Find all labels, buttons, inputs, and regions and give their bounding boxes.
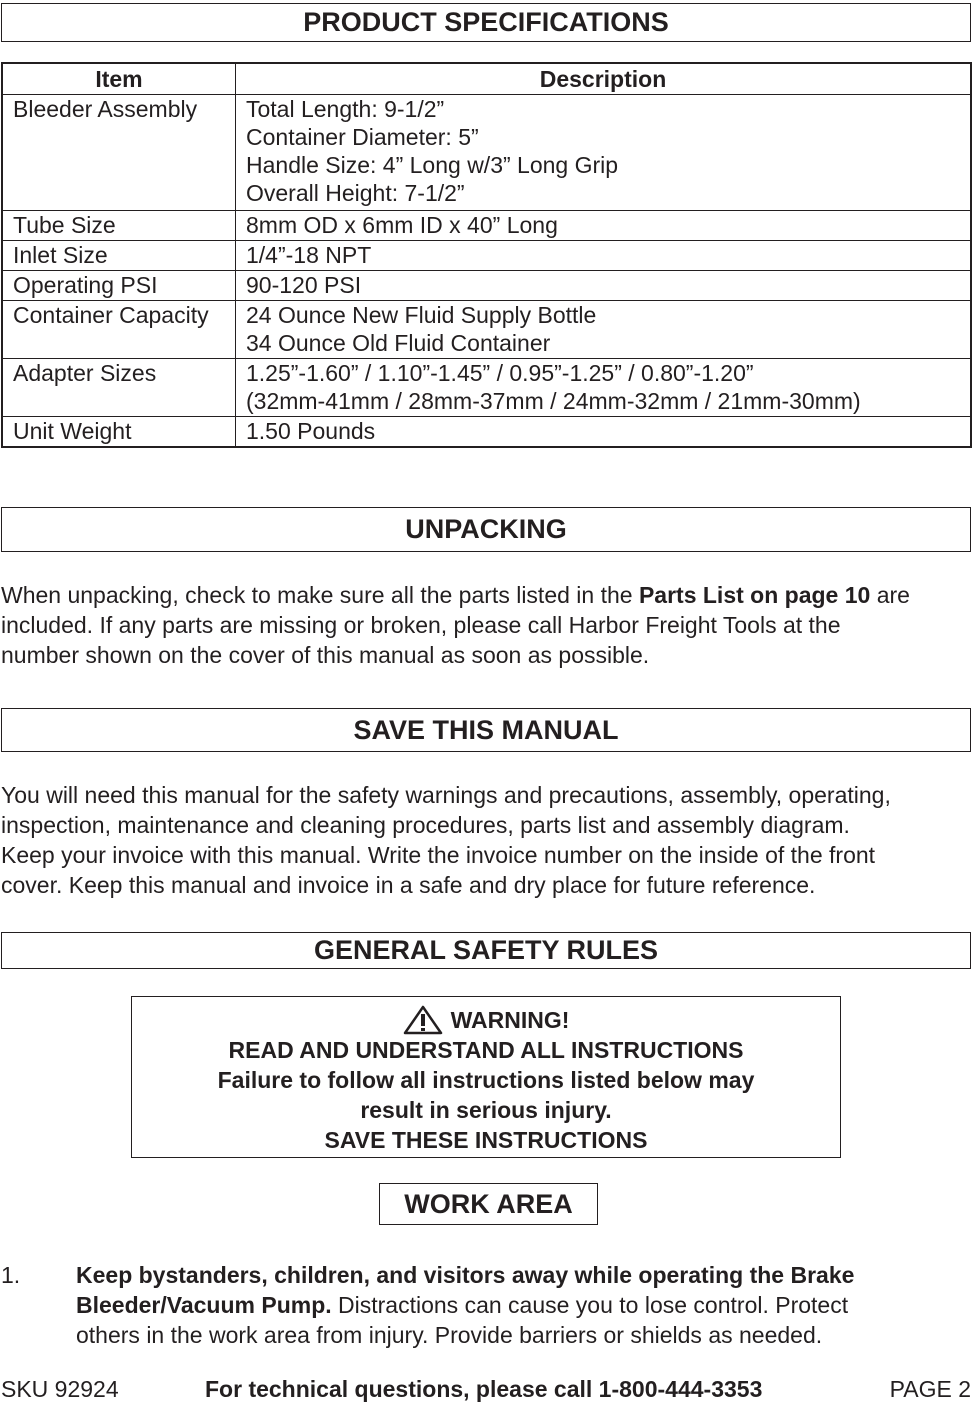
description-line: 24 Ounce New Fluid Supply Bottle <box>246 302 597 328</box>
sku-number: SKU 92924 <box>1 1376 119 1402</box>
warning-line: Failure to follow all instructions listed below may <box>217 1067 755 1093</box>
specifications-table <box>1 62 972 448</box>
unpacking-paragraph <box>1 580 975 670</box>
paragraph-line: Keep your invoice with this manual. Write the invoice number on the inside of the front <box>1 842 876 868</box>
description-line: 34 Ounce Old Fluid Container <box>246 330 551 356</box>
table-row <box>2 417 971 447</box>
table-cell-item: Inlet Size <box>2 241 236 271</box>
warning-title: WARNING! <box>450 1007 570 1033</box>
table-cell-item: Adapter Sizes <box>2 359 236 417</box>
warning-line: SAVE THESE INSTRUCTIONS <box>324 1127 648 1153</box>
text-run: are <box>870 582 910 608</box>
table-header-row <box>2 63 971 95</box>
paragraph-line <box>1 580 975 610</box>
table-cell-item: Operating PSI <box>2 271 236 301</box>
page-number: PAGE 2 <box>889 1376 971 1402</box>
column-header-description: Description <box>236 63 972 95</box>
general-safety-rules-heading <box>1 932 971 969</box>
table-row <box>2 271 971 301</box>
save-manual-heading <box>1 708 971 752</box>
description-line: (32mm-41mm / 28mm-37mm / 24mm-32mm / 21mm-30mm) <box>246 388 861 414</box>
bold-text: Keep bystanders, children, and visitors away while operating the Brake <box>76 1262 855 1288</box>
paragraph-line: number shown on the cover of this manual as soon as possible. <box>1 642 650 668</box>
description-line: Handle Size: 4” Long w/3” Long Grip <box>246 152 619 178</box>
table-cell-item: Bleeder Assembly <box>2 95 236 211</box>
description-line: 1.25”-1.60” / 1.10”-1.45” / 0.95”-1.25” / 0.80”-1.20” <box>246 360 754 386</box>
product-specifications-heading <box>1 3 971 42</box>
paragraph-line: others in the work area from injury. Provide barriers or shields as needed. <box>76 1322 823 1348</box>
table-cell-description <box>236 271 972 301</box>
technical-questions-note: For technical questions, please call 1-800-444-3353 <box>205 1376 763 1402</box>
text-run: Distractions can cause you to lose control. Protect <box>331 1292 849 1318</box>
description-line: 1/4”-18 NPT <box>246 242 372 268</box>
save-manual-paragraph <box>1 780 975 900</box>
list-item-body <box>76 1260 854 1350</box>
table-row <box>2 95 971 211</box>
warning-box <box>131 996 841 1158</box>
warning-title-row <box>132 1005 840 1035</box>
warning-triangle-icon <box>403 1005 443 1035</box>
table-row <box>2 211 971 241</box>
save-manual-title: SAVE THIS MANUAL <box>353 714 619 745</box>
unpacking-heading <box>1 507 971 552</box>
description-line: 1.50 Pounds <box>246 418 376 444</box>
table-cell-item: Unit Weight <box>2 417 236 447</box>
description-line: 8mm OD x 6mm ID x 40” Long <box>246 212 558 238</box>
table-cell-description <box>236 95 972 211</box>
parts-list-reference: Parts List on page 10 <box>638 582 871 608</box>
table-row <box>2 359 971 417</box>
table-cell-item: Tube Size <box>2 211 236 241</box>
table-cell-description <box>236 417 972 447</box>
paragraph-line: inspection, maintenance and cleaning procedures, parts list and assembly diagram. <box>1 812 850 838</box>
work-area-title: WORK AREA <box>404 1188 573 1219</box>
product-specifications-title: PRODUCT SPECIFICATIONS <box>303 7 669 37</box>
description-line: Container Diameter: 5” <box>246 124 479 150</box>
paragraph-line: included. If any parts are missing or broken, please call Harbor Freight Tools at the <box>1 612 841 638</box>
bold-text: Bleeder/Vacuum Pump. <box>76 1292 332 1318</box>
paragraph-line: cover. Keep this manual and invoice in a safe and dry place for future reference. <box>1 872 816 898</box>
warning-line: READ AND UNDERSTAND ALL INSTRUCTIONS <box>228 1037 744 1063</box>
page-footer <box>0 1374 975 1406</box>
table-row <box>2 301 971 359</box>
paragraph-line <box>76 1290 854 1320</box>
description-line: Overall Height: 7-1/2” <box>246 180 465 206</box>
description-line: 90-120 PSI <box>246 272 362 298</box>
table-cell-description <box>236 301 972 359</box>
column-header-item: Item <box>2 63 236 95</box>
table-cell-description <box>236 359 972 417</box>
table-cell-item: Container Capacity <box>2 301 236 359</box>
work-area-heading <box>379 1183 598 1225</box>
warning-line: result in serious injury. <box>360 1097 612 1123</box>
paragraph-line <box>76 1260 854 1290</box>
table-cell-description <box>236 211 972 241</box>
table-row <box>2 241 971 271</box>
text-run: When unpacking, check to make sure all the parts listed in the <box>1 582 639 608</box>
general-safety-rules-title: GENERAL SAFETY RULES <box>313 935 659 965</box>
description-line: Total Length: 9-1/2” <box>246 96 445 122</box>
paragraph-line: You will need this manual for the safety warnings and precautions, assembly, operating, <box>1 782 891 808</box>
list-item-number: 1. <box>1 1262 21 1288</box>
table-cell-description <box>236 241 972 271</box>
unpacking-title: UNPACKING <box>405 514 567 544</box>
